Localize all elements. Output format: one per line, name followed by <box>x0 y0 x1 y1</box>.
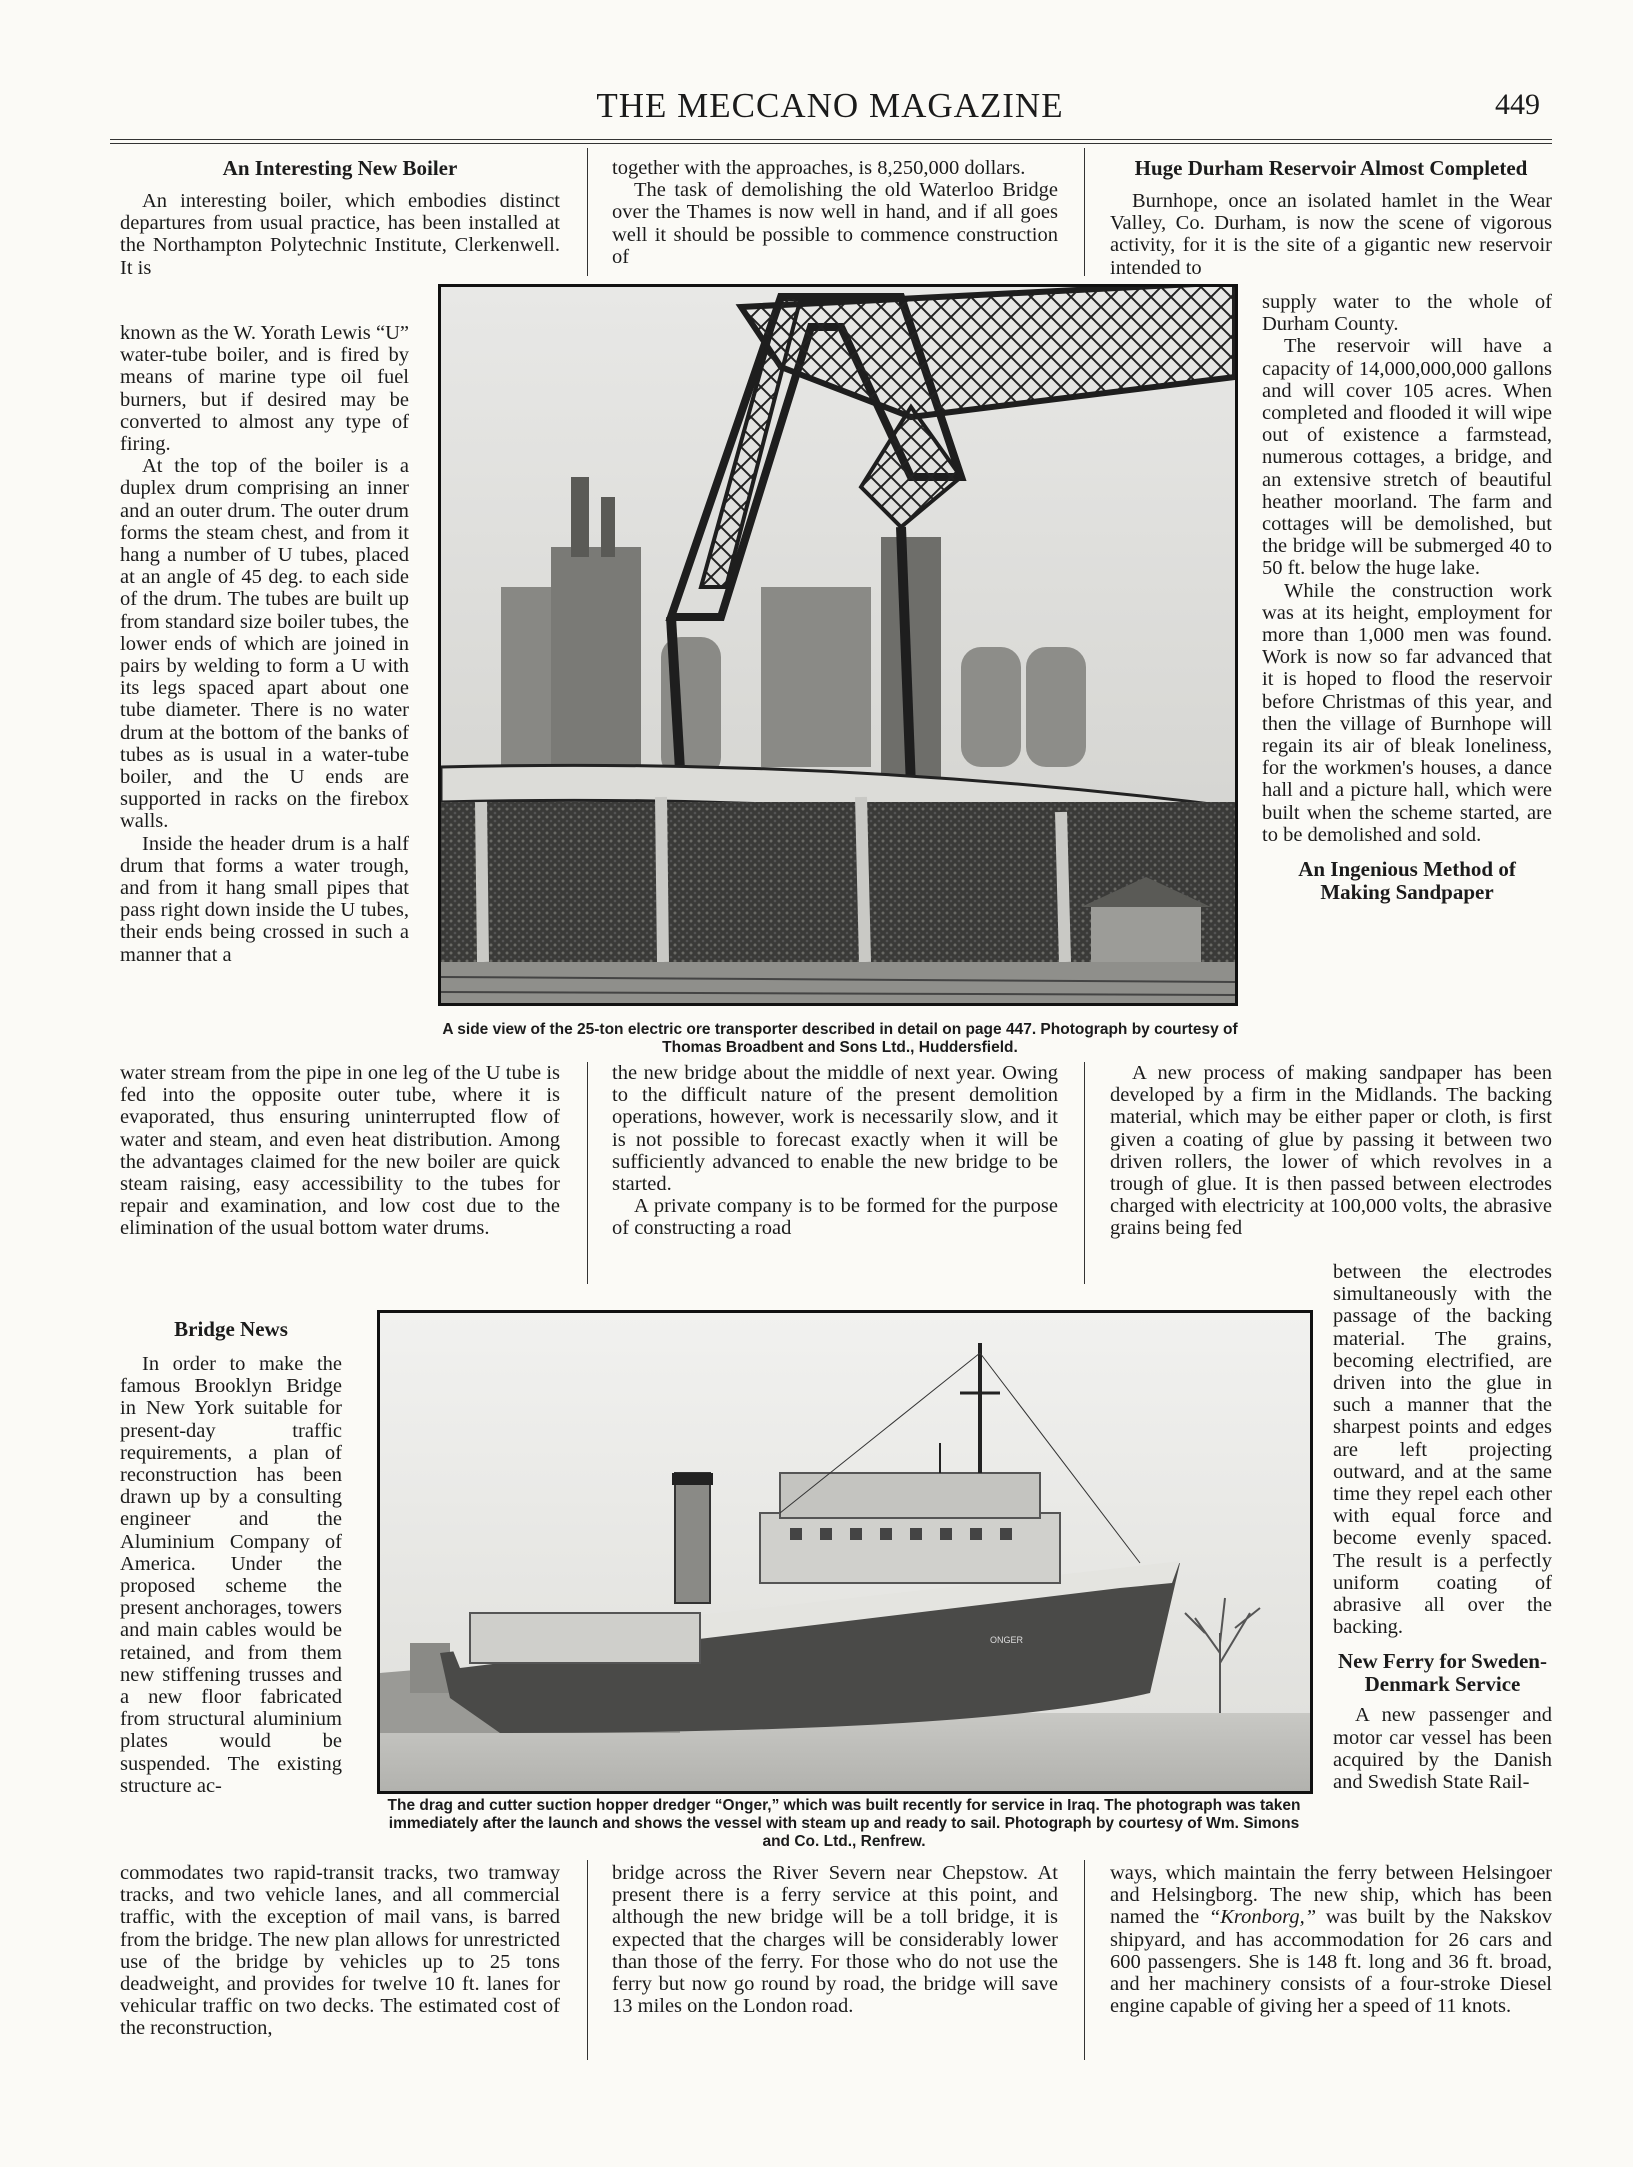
reservoir-paragraph-1-cont: supply water to the whole of Durham County. <box>1262 291 1552 336</box>
bridge-paragraph-1-cont: commodates two rapid-transit tracks, two tramway tracks, and two vehicle lanes, and all commercial traffic, with the exception of mail vans, is barred from the bridge. The new plan allows for unrestricted use of the bridge by vehicles up to 25 tons deadweight, and provides for twelve 10 ft. lanes for vehicular traffic on two decks. The estimated cost of the reconstruction, <box>120 1862 560 2040</box>
sandpaper-article-narrow <box>1333 1261 1552 1793</box>
reservoir-article-narrow <box>1262 291 1552 904</box>
ferry-text-a: ways, which maintain the ferry between Helsingoer and Helsingborg. The new ship, which has been named the <box>1110 1862 1552 1929</box>
sandpaper-article-wide <box>1110 1062 1552 1240</box>
page-header <box>110 86 1550 136</box>
column-rule <box>1084 148 1085 276</box>
boiler-paragraph-2: At the top of the boiler is a duplex drum comprising an inner and an outer drum. The outer drum forms the steam chest, and from it hang a number of U tubes, placed at an angle of 45 deg. to each side of the drum. The tubes are built up from standard size boiler tubes, the lower ends of which are joined in pairs by welding to form a U with its legs spaced apart about one tube diameter. There is no water drum at the bottom of the banks of tubes as is usual in a water-tube boiler, and the U ends are supported in racks on the firebox walls. <box>120 455 409 833</box>
boiler-paragraph-1-cont: known as the W. Yorath Lewis “U” water-tube boiler, and is fired by means of marine type oil fuel burners, but if desired may be converted to almost any type of firing. <box>120 322 409 456</box>
reservoir-paragraph-2: The reservoir will have a capacity of 14,000,000,000 gallons and will cover 105 acres. When completed and flooded it will wipe out of existence a farmstead, numerous cottages, a bridge, and an extensive stretch of beautiful heather moorland. The farm and cottages will be demolished, but the bridge will be submerged 40 to 50 ft. below the huge lake. <box>1262 335 1552 580</box>
boiler-heading: An Interesting New Boiler <box>222 156 458 180</box>
ore-transporter-image <box>441 287 1235 1003</box>
bridge-article-middle-bottom <box>612 1862 1058 2017</box>
column-rule <box>587 148 588 276</box>
boiler-paragraph-1: An interesting boiler, which embodies distinct departures from usual practice, has been installed at the Northampton Polytechnic Institute, Clerkenwell. It is <box>120 190 560 279</box>
bridge-article-middle-top <box>612 157 1058 268</box>
ferry-heading: New Ferry for Sweden-Denmark Service <box>1338 1649 1547 1697</box>
boiler-article-narrow <box>120 322 409 966</box>
severn-paragraph-cont: bridge across the River Severn near Chepstow. At present there is a ferry service at this point, and although the new bridge will be a toll bridge, it is expected that the charges will be considerably lower than those of the ferry. For those who do not use the ferry but now go round by road, the bridge will save 13 miles on the London road. <box>612 1862 1058 2018</box>
waterloo-paragraph: The task of demolishing the old Waterloo Bridge over the Thames is now well in hand, and if all goes well it should be possible to commence construction of <box>612 179 1058 268</box>
waterloo-paragraph-cont: the new bridge about the middle of next year. Owing to the difficult nature of the present demolition operations, however, work is necessarily slow, and it is not possible to forecast exactly when it will be sufficiently advanced to enable the new bridge to be started. <box>612 1062 1058 1196</box>
page-number: 449 <box>1495 88 1540 121</box>
reservoir-heading: Huge Durham Reservoir Almost Completed <box>1134 156 1528 180</box>
bridge-paragraph-1: In order to make the famous Brooklyn Bridge in New York suitable for present-day traffic requirements, a plan of reconstruction has been drawn up by a consulting engineer and the Aluminium Company of America. Under the proposed scheme the present anchorages, towers and main cables would be retained, and from them new stiffening trusses and a new floor fabricated from structural aluminium plates would be suspended. The existing structure ac- <box>120 1353 342 1797</box>
reservoir-article-top <box>1110 157 1552 279</box>
ferry-paragraph-1-cont <box>1110 1862 1552 2017</box>
ferry-paragraph-1: A new passenger and motor car vessel has been acquired by the Danish and Swedish State Rail- <box>1333 1704 1552 1794</box>
bridge-article-narrow <box>120 1318 342 1797</box>
ore-transporter-photo <box>438 284 1238 1006</box>
reservoir-paragraph-1: Burnhope, once an isolated hamlet in the Wear Valley, Co. Durham, is now the scene of vigorous activity, for it is the site of a gigantic new reservoir intended to <box>1110 190 1552 279</box>
ore-transporter-caption: A side view of the 25-ton electric ore transporter described in detail on page 447. Photograph by courtesy of Thomas Broadbent and Sons Ltd., Huddersfield. <box>442 1021 1238 1056</box>
bridge-article-middle <box>612 1062 1058 1240</box>
severn-paragraph: A private company is to be formed for the purpose of constructing a road <box>612 1195 1058 1240</box>
header-rule <box>110 139 1552 140</box>
ferry-text-b: was built by the Nakskov shipyard, and has accommodation for 26 cars and 600 passengers. She is 148 ft. long and 36 ft. broad, and her machinery consists of a four-stroke Diesel engine capable of giving her a speed of 11 knots. <box>1110 1906 1552 2018</box>
ferry-article-wide <box>1110 1862 1552 2017</box>
bridge-article-wide <box>120 1862 560 2040</box>
boiler-paragraph-3: Inside the header drum is a half drum that forms a water trough, and from it hang small pipes that pass right down inside the U tubes, their ends being crossed in such a manner that a <box>120 832 409 966</box>
column-rule <box>1084 1062 1085 1284</box>
boiler-paragraph-3-cont: water stream from the pipe in one leg of the U tube is fed into the opposite outer tube, where it is evaporated, thus ensuring uninterrupted flow of water and steam, and even heat distribution. Among the advantages claimed for the new boiler are quick steam raising, easy accessibility to the tubes for repair and examination, and low cost due to the elimination of the usual bottom water drums. <box>120 1062 560 1240</box>
bridge-cost-text: together with the approaches, is 8,250,000 dollars. <box>612 157 1026 179</box>
boiler-article-wide <box>120 1062 560 1240</box>
column-rule <box>1084 1860 1085 2060</box>
ferry-ship-name: “Kronborg,” <box>1208 1906 1317 1929</box>
column-rule <box>587 1860 588 2060</box>
dredger-image <box>380 1313 1310 1791</box>
header-rule-2 <box>110 143 1552 144</box>
boiler-article-top <box>120 157 560 279</box>
column-rule <box>587 1062 588 1284</box>
dredger-photo <box>377 1310 1313 1794</box>
sandpaper-paragraph-1-cont: between the electrodes simultaneously with the passage of the backing material. The grains, becoming electrified, are driven into the glue in such a manner that the sharpest points and edges are left projecting outward, and at the same time they repel each other with equal force and become evenly spaced. The result is a perfectly uniform coating of abrasive all over the backing. <box>1333 1261 1552 1639</box>
ship-name-label: ONGER <box>990 1635 1024 1645</box>
bridge-heading: Bridge News <box>174 1317 288 1341</box>
magazine-title: THE MECCANO MAGAZINE <box>596 86 1064 125</box>
reservoir-paragraph-3: While the construction work was at its height, employment for more than 1,000 men was found. Work is now so far advanced that it is hoped to flood the reservoir before Christmas of this year, and then the village of Burnhope will regain its air of bleak loneliness, for the workmen's houses, a dance hall and a picture hall, which were built when the scheme started, are to be demolished and sold. <box>1262 579 1552 846</box>
sandpaper-heading: An Ingenious Method of Making Sandpaper <box>1298 857 1516 905</box>
dredger-caption: The drag and cutter suction hopper dredger “Onger,” which was built recently for service in Iraq. The photograph was taken immediately after the launch and shows the vessel with steam up and ready to sail. Photograph by courtesy of Wm. Simons and Co. Ltd., Renfrew. <box>387 1797 1301 1850</box>
sandpaper-paragraph-1: A new process of making sandpaper has been developed by a firm in the Midlands. The backing material, which may be either paper or cloth, is first given a coating of glue by passing it between two driven rollers, the lower of which revolves in a trough of glue. It is then passed between electrodes charged with electricity at 100,000 volts, the abrasive grains being fed <box>1110 1062 1552 1240</box>
